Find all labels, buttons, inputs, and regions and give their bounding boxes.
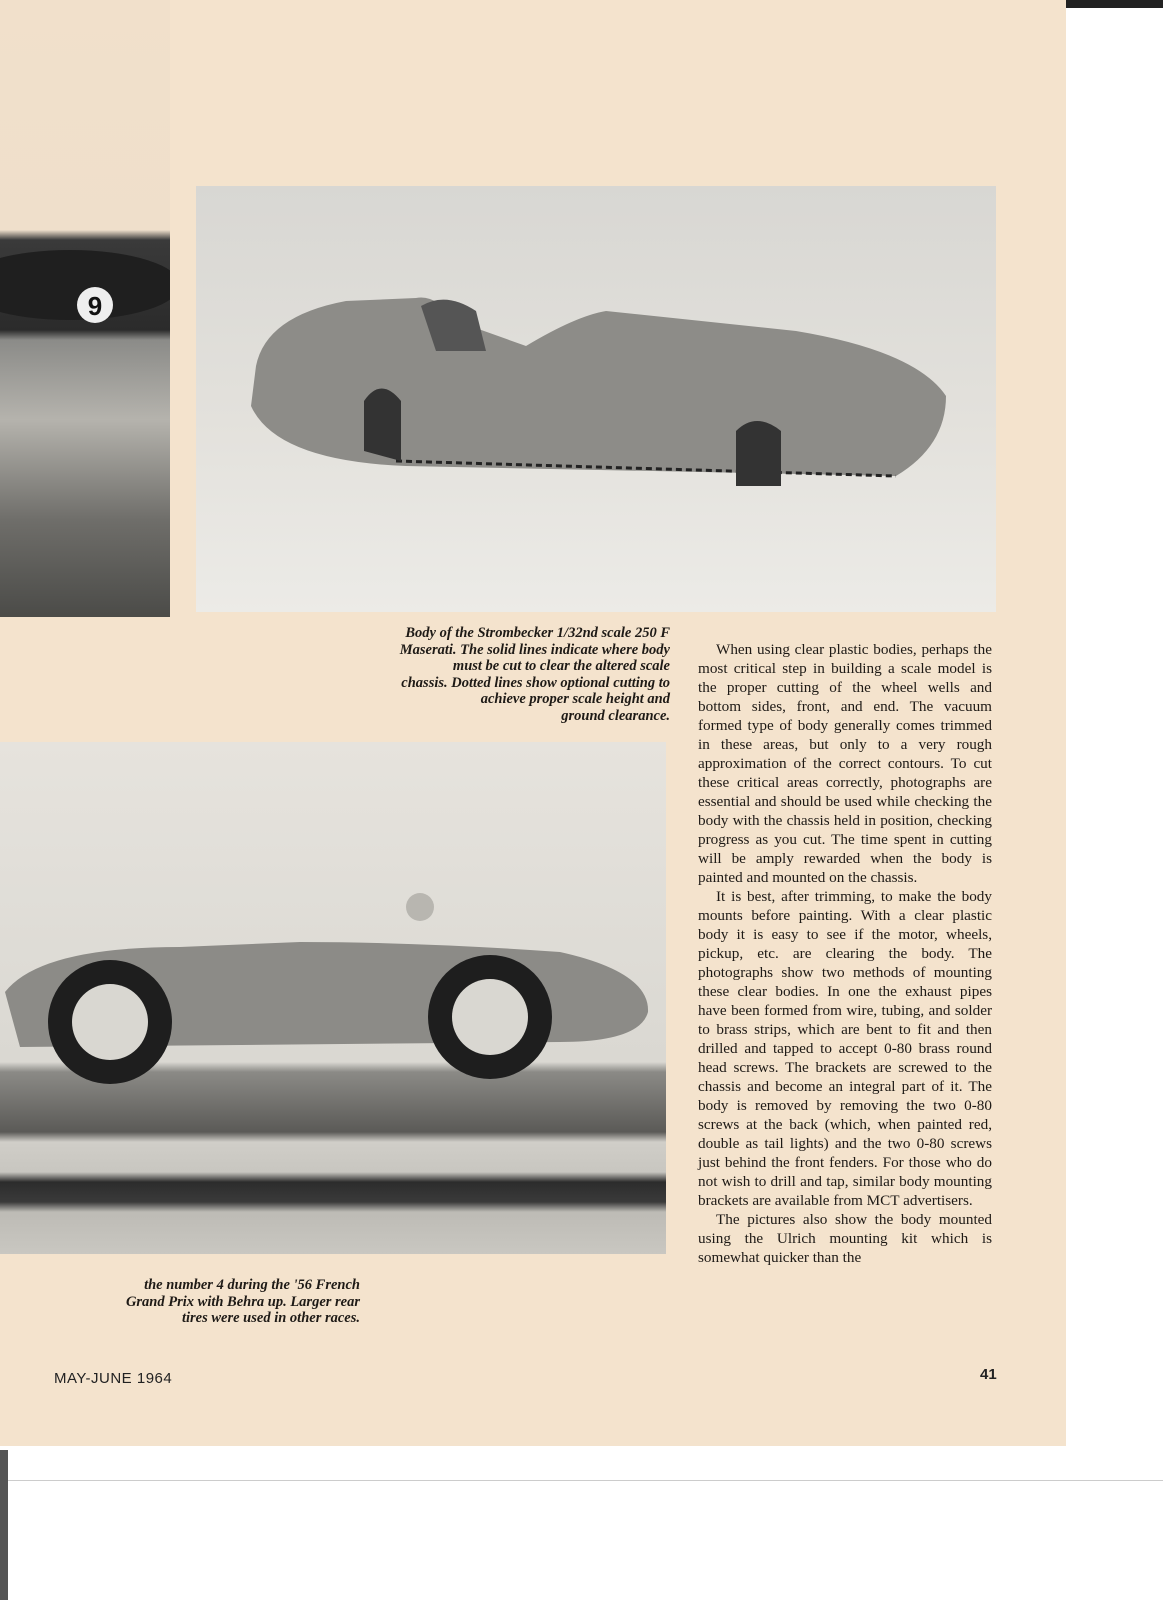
caption-line: Maserati. The solid lines indicate where body <box>399 641 670 658</box>
scan-edge-line <box>0 1480 1163 1481</box>
scan-edge-shadow <box>0 1450 8 1600</box>
photo-maserati-model <box>0 742 666 1254</box>
article-paragraph: The pictures also show the body mounted using the Ulrich mounting kit which is somewhat quicker than the <box>698 1211 992 1266</box>
car-number: 9 <box>87 291 103 321</box>
caption-line: ground clearance. <box>561 707 670 724</box>
caption-line: chassis. Dotted lines show optional cutting to <box>401 674 670 691</box>
page-number: 41 <box>980 1366 997 1383</box>
caption-line: the number 4 during the '56 French <box>144 1277 360 1293</box>
article-paragraph: It is best, after trimming, to make the body mounts before painting. With a clear plastic body it is easy to see if the motor, wheels, pickup, etc. are clearing the body. The photographs show two methods of mounting these clear bodies. In one the exhaust pipes have been formed from wire, tubing, and solder to brass strips, which are bent to fit and then drilled and tapped to accept 0-80 brass round head screws. The brackets are screwed to the chassis and become an integral part of it. The body is removed by removing the two 0-80 screws at the back (which, when painted red, double as tail lights) and the two 0-80 screws just behind the front fenders. For those who do not wish to drill and tap, similar body mounting brackets are available from MCT advertisers. <box>698 888 992 1209</box>
article-body <box>698 640 992 1267</box>
scan-edge <box>1066 0 1163 8</box>
caption-line: Body of the Strombecker 1/32nd scale 250 F <box>405 625 670 641</box>
caption-line: tires were used in other races. <box>181 1310 360 1326</box>
photo-maserati-body <box>196 186 996 612</box>
caption-line: must be cut to clear the altered scale <box>452 658 670 674</box>
caption-bottom-photo <box>40 1277 360 1327</box>
article-paragraph: When using clear plastic bodies, perhaps the most critical step in building a scale model is the proper cutting of the wheel wells and bottom sides, front, and end. The vacuum formed type of body generally comes trimmed in these areas, but only to a very rough approximation of the correct contours. To cut these critical areas correctly, photographs are essential and should be used while checking the body with the chassis held in position, checking progress as you cut. The time spent in cutting will be amply rewarded when the body is painted and mounted on the chassis. <box>698 641 992 886</box>
caption-line: achieve proper scale height and <box>480 691 670 707</box>
caption-top-photo <box>330 625 670 724</box>
caption-line: Grand Prix with Behra up. Larger rear <box>125 1293 360 1310</box>
issue-date: MAY-JUNE 1964 <box>54 1370 173 1387</box>
race-photo-car-9 <box>0 0 170 617</box>
